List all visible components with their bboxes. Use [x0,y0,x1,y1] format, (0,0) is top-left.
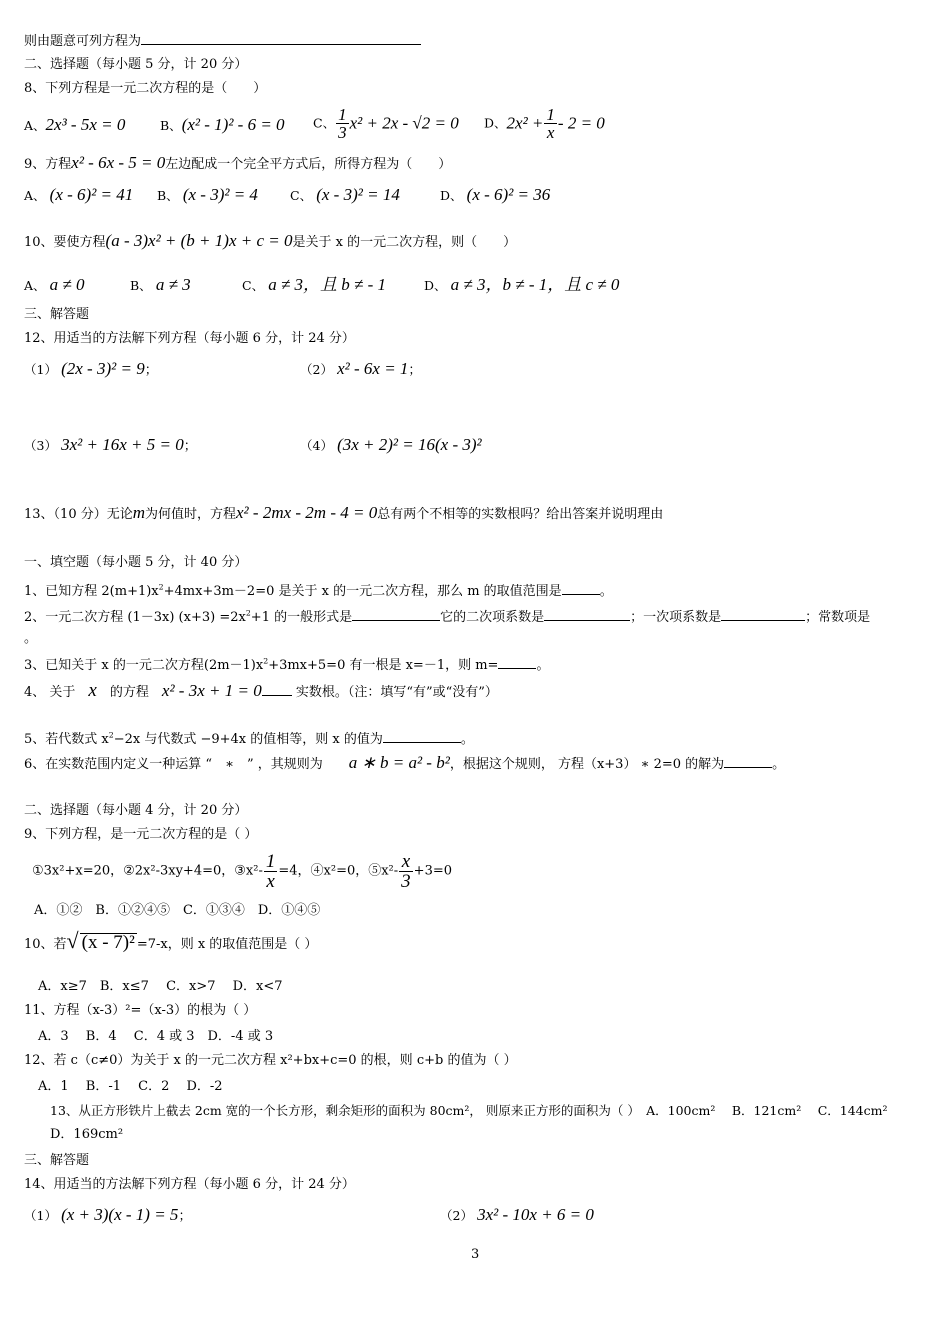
star-operator-icon: ∗ [225,757,234,772]
c12-options: A．1 B．-1 C．2 D．-2 [38,1079,223,1094]
answer-blank [383,730,461,743]
equation-prompt-text: 则由题意可列方程为 [24,34,142,49]
answer-blank [544,608,630,621]
question-10: 10、要使方程(a - 3)x² + (b + 1)x + c = 0是关于 x 的一元二次方程，则（ ） [24,231,517,250]
q12-part-4: （4） (3x + 2)² = 16(x - 3)² [300,435,482,454]
c9-options: A．①② B．①②④⑤ C．①③④ D．①④⑤ [34,903,321,918]
c9-equation-list: ①3x²+x=20，②2x²-3xy+4=0，③x²- $\frac{1}{x}$ =4，④x²=0，⑤x²- $\frac{x}{3}$ +3=0 [32,851,452,892]
q9-option-a: A、 (x - 6)² = 41 [24,185,134,204]
answer-blank [352,608,440,621]
answer-blank [562,582,600,595]
choice-question-11: 11、方程（x-3）²=（x-3）的根为（ ） [24,1003,257,1018]
answer-blank [498,656,536,669]
q8-option-a: A、2x³ - 5x = 0 [24,115,126,134]
q8-option-b: B、(x² - 1)² - 6 = 0 [160,115,285,134]
q14-part-2: （2） 3x² - 10x + 6 = 0 [440,1205,594,1224]
q9-option-d: D、 (x - 6)² = 36 [440,185,551,204]
question-12: 12、用适当的方法解下列方程（每小题 6 分，计 24 分） [24,331,355,346]
fraction: $\frac{x}{3}$ [401,851,411,892]
c10-options: A．x≥7 B．x≤7 C．x>7 D．x<7 [38,979,283,994]
page-number: 3 [471,1247,480,1262]
q10-option-c: C、 a ≠ 3，且 b ≠ - 1 [242,275,387,294]
fill-question-2: 2、一元二次方程 (1－3x) $(x+3) =2x^2+1$ 的一般形式是 它的二次项系数是 ；一次项系数是 ；常数项是 [24,608,871,625]
section-heading: 二、选择题（每小题 4 分，计 20 分） [24,803,248,818]
c13-option-d: D．169cm² [50,1127,124,1142]
fill-question-5: 5、若代数式 $x^2-2x$ 与代数式 −9+4x 的值相等，则 x 的值为 。 [24,730,474,747]
section-heading: 三、解答题 [24,1153,90,1168]
choice-question-13: 13、从正方形铁片上截去 2cm 宽的一个长方形，剩余矩形的面积为 80cm²， 则原来正方形的面积为（ ） A．100cm² B．121cm² C．144cm² [50,1103,888,1118]
q14-part-1: （1） (x + 3)(x - 1) = 5； [24,1205,192,1224]
section-heading: 一、填空题（每小题 5 分，计 40 分） [24,555,248,570]
sqrt-radical-icon: √ [66,928,79,953]
fill-question-1: 1、已知方程 $2(m+1)x^2+4mx+3m-2=0$ 是关于 x 的一元二次方程，那么 m 的取值范围是 。 [24,582,613,599]
c11-options: A．3 B．4 C．4 或 3 D．-4 或 3 [38,1029,274,1044]
q9-option-c: C、 (x - 3)² = 14 [290,185,400,204]
question-9: 9、方程x² - 6x - 5 = 0左边配成一个完全平方式后，所得方程为（ ） [24,153,452,172]
answer-blank [721,608,805,621]
fill-question-4: 4、 关于 x 的方程 x² - 3x + 1 = 0 实数根。（注：填写“有”或“没有”） [24,680,498,701]
q10-option-a: A、 a ≠ 0 [24,275,85,294]
q9-option-b: B、 (x - 3)² = 4 [157,185,258,204]
q8-option-d: D、2x² + $\frac{1}{x}$ - 2 = 0 [484,105,605,142]
choice-question-9: 9、下列方程，是一元二次方程的是（ ） [24,827,258,842]
q12-part-2: （2） x² - 6x = 1； [300,359,422,378]
answer-blank [724,755,772,768]
choice-question-12: 12、若 c（c≠0）为关于 x 的一元二次方程 x²+bx+c=0 的根，则 c+b 的值为（ ） [24,1053,517,1068]
answer-blank [262,683,292,696]
q10-option-d: D、 a ≠ 3，b ≠ - 1，且 c ≠ 0 [424,275,620,294]
star-operator-icon: ∗ [640,757,650,772]
fraction: $\frac{1}{3}$ [338,105,347,142]
fill-question-2-end: 。 [24,631,38,646]
section-heading: 三、解答题 [24,307,90,322]
fill-question-3: 3、已知关于 x 的一元二次方程$(2m-1)x^2+3mx+5=0$ 有一根是 x=－1，则 m= 。 [24,656,550,673]
question-8: 8、下列方程是一元二次方程的是（ ） [24,81,267,96]
q10-option-b: B、 a ≠ 3 [130,275,191,294]
fill-question-6: 6、在实数范围内定义一种运算 “ ∗ ” ，其规则为 a ∗ b = a² - b²，根据这个规则， 方程（x+3） ∗ 2=0 的解为 。 [24,753,786,772]
equation-prompt-line [24,32,421,51]
fraction: $\frac{1}{x}$ [265,851,276,892]
fraction: $\frac{1}{x}$ [546,105,555,142]
question-13: 13、（10 分）无论m为何值时，方程x² - 2mx - 2m - 4 = 0总有两个不相等的实数根吗？给出答案并说明理由 [24,503,664,522]
section-heading: 二、选择题（每小题 5 分，计 20 分） [24,57,248,72]
question-14: 14、用适当的方法解下列方程（每小题 6 分，计 24 分） [24,1177,355,1192]
q8-option-c: C、 $\frac{1}{3}$ x² + 2x - √2 = 0 [313,105,459,142]
q12-part-3: （3） 3x² + 16x + 5 = 0； [24,435,197,454]
answer-blank [141,32,421,45]
choice-question-10: 10、若√ (x - 7)² =7-x，则 x 的取值范围是（ ） [24,928,318,953]
q12-part-1: （1） (2x - 3)² = 9； [24,359,158,378]
